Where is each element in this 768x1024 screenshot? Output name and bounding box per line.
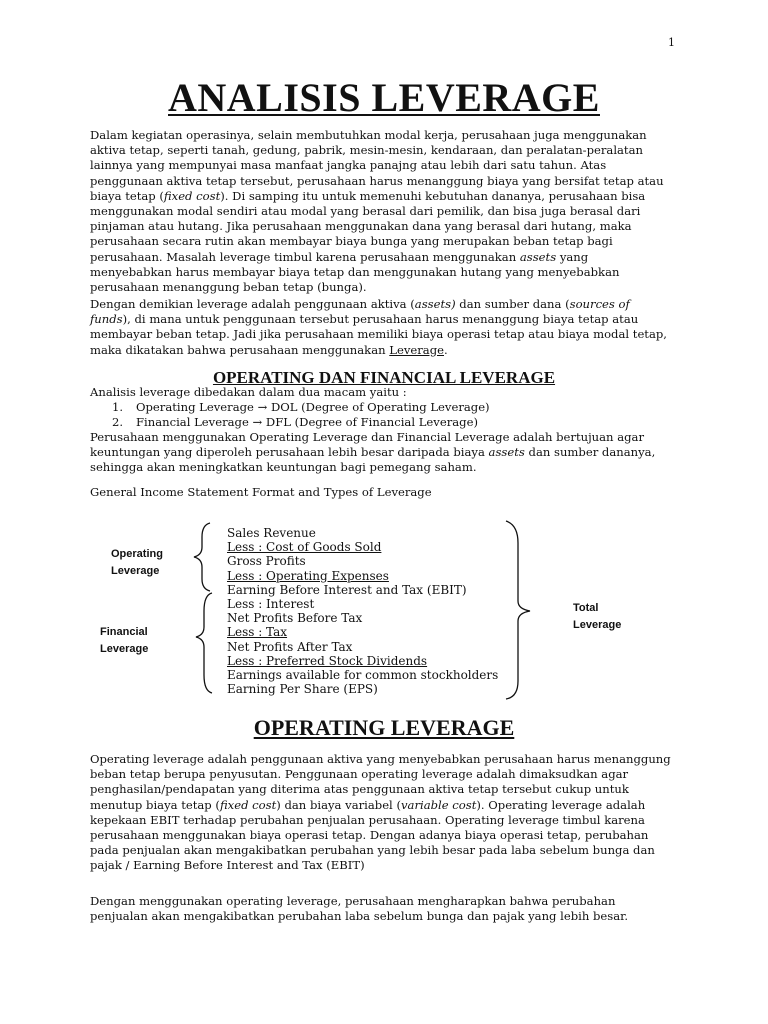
statement-line: Less : Cost of Goods Sold (227, 540, 382, 555)
income-statement-lines (227, 526, 498, 696)
italic-term: fixed cost (163, 188, 221, 203)
operating-leverage-paragraph (90, 752, 678, 874)
section1-intro: Analisis leverage dibedakan dalam dua macam yaitu : (90, 385, 407, 399)
page-title: ANALISIS LEVERAGE (168, 75, 600, 120)
text-line: menggunakan modal sendiri atau modal yang berasal dari pemilik, dan bisa juga berasal dari (90, 204, 641, 219)
total-leverage-label: Total Leverage (573, 602, 622, 631)
intro-paragraph (90, 128, 678, 295)
text-line: maka dikatakan bahwa perusahaan menggunakan Leverage. (90, 342, 448, 357)
text-line: pajak / Earning Before Interest and Tax (EBIT) (90, 858, 365, 873)
text-line: membayar beban tetap. Jadi jika perusahaan memiliki biaya operasi tetap atau biaya modal tetap, (90, 327, 667, 342)
section-heading-operating-leverage: OPERATING LEVERAGE (253, 715, 515, 740)
text-line: funds), di mana untuk penggunaan tersebut perusahaan harus menanggung biaya tetap atau (90, 312, 639, 327)
text-line: perusahaan menanggung beban tetap (bunga). (90, 280, 367, 295)
statement-line: Less : Preferred Stock Dividends (227, 653, 428, 668)
text-line: penggunaan aktiva tetap tersebut, perusahaan harus menanggung biaya yang bersifat tetap atau (90, 173, 664, 188)
text-line: keuntungan yang diperoleh perusahaan lebih besar daripada biaya assets dan sumber dananya, (90, 445, 656, 460)
text-line: Dengan menggunakan operating leverage, perusahaan mengharapkan bahwa perubahan (90, 894, 616, 908)
text-line: penjualan akan mengakibatkan perubahan laba sebelum bunga dan pajak yang lebih besar. (90, 909, 629, 924)
text-line: Dalam kegiatan operasinya, selain membutuhkan modal kerja, perusahaan juga menggunakan (90, 128, 647, 142)
statement-line: Earning Before Interest and Tax (EBIT) (227, 582, 467, 597)
text-line: Dengan demikian leverage adalah penggunaan aktiva (assets) dan sumber dana (sources of (90, 297, 630, 311)
text-line: perusahaan menggunakan biaya operasi tetap. Dengan adanya biaya operasi tetap, perubahan (90, 828, 649, 843)
operating-leverage-label: Operating Leverage (111, 548, 163, 577)
section-heading-operating-financial: OPERATING DAN FINANCIAL LEVERAGE (212, 368, 556, 387)
text-line: perusahaan. Masalah leverage timbul karena perusahaan menggunakan assets yang (90, 249, 589, 264)
purpose-paragraph (90, 430, 678, 476)
text-line: sehingga akan meningkatkan keuntungan bagi pemegang saham. (90, 460, 477, 475)
statement-line: Gross Profits (227, 554, 306, 569)
text-line: Perusahaan menggunakan Operating Leverage dan Financial Leverage adalah bertujuan agar (90, 430, 644, 444)
expectation-paragraph (90, 894, 678, 924)
list-item: 2. Financial Leverage → DFL (Degree of Financial Leverage) (112, 415, 478, 430)
italic-term: assets (519, 249, 557, 264)
statement-line: Net Profits After Tax (227, 639, 353, 654)
page-number: 1 (668, 36, 675, 49)
list-item: 1. Operating Leverage → DOL (Degree of Operating Leverage) (112, 400, 490, 414)
financial-leverage-label: Financial Leverage (100, 626, 149, 655)
leverage-types-list (112, 400, 490, 430)
statement-line: Earnings available for common stockholders (227, 668, 499, 683)
statement-line: Net Profits Before Tax (227, 611, 363, 626)
operating-brace-icon (194, 523, 210, 591)
text-line: perusahaan secara rutin akan membayar biaya bunga yang merupakan beban tetap bagi (90, 234, 613, 249)
text-line: pinjaman atau hutang. Jika perusahaan menggunakan dana yang berasal dari hutang, maka (90, 219, 632, 234)
text-line: menutup biaya tetap (fixed cost) dan biaya variabel (variable cost). Operating leverage adalah (90, 797, 646, 812)
leverage-link-text: Leverage (389, 342, 444, 357)
text-line: penghasilan/pendapatan yang diterima atas penggunaan aktiva tetap tersebut cukup untuk (90, 782, 629, 797)
text-line: pada penjualan akan mengakibatkan perubahan yang lebih besar pada laba sebelum bunga dan (90, 843, 655, 858)
statement-line: Less : Operating Expenses (227, 568, 389, 583)
statement-line: Sales Revenue (227, 526, 316, 540)
text-line: beban tetap berupa penyusutan. Penggunaan operating leverage adalah dimaksudkan agar (90, 767, 629, 782)
text-line: Operating leverage adalah penggunaan aktiva yang menyebabkan perusahaan harus menanggung (90, 752, 671, 766)
statement-line: Earning Per Share (EPS) (227, 682, 378, 697)
text-line: lainnya yang mempunyai masa manfaat jangka panajng atau lebih dari satu tahun. Atas (90, 158, 607, 173)
definition-paragraph (90, 297, 678, 358)
total-bracket-icon (506, 521, 530, 699)
text-line: biaya tetap (fixed cost). Di samping itu untuk memenuhi kebutuhan dananya, perusahaan bisa (90, 188, 646, 203)
financial-brace-icon (196, 593, 212, 693)
statement-line: Less : Interest (227, 597, 315, 612)
text-line: menyebabkan harus membayar biaya tetap dan menggunakan hutang yang menyebabkan (90, 264, 620, 279)
format-title: General Income Statement Format and Types of Leverage (90, 485, 432, 499)
text-line: aktiva tetap, seperti tanah, gedung, pabrik, mesin-mesin, kendaraan, dan peralatan-peralatan (90, 143, 643, 158)
text-line: kepekaan EBIT terhadap perubahan penjualan perusahaan. Operating leverage timbul karena (90, 812, 645, 827)
statement-line: Less : Tax (227, 625, 288, 640)
